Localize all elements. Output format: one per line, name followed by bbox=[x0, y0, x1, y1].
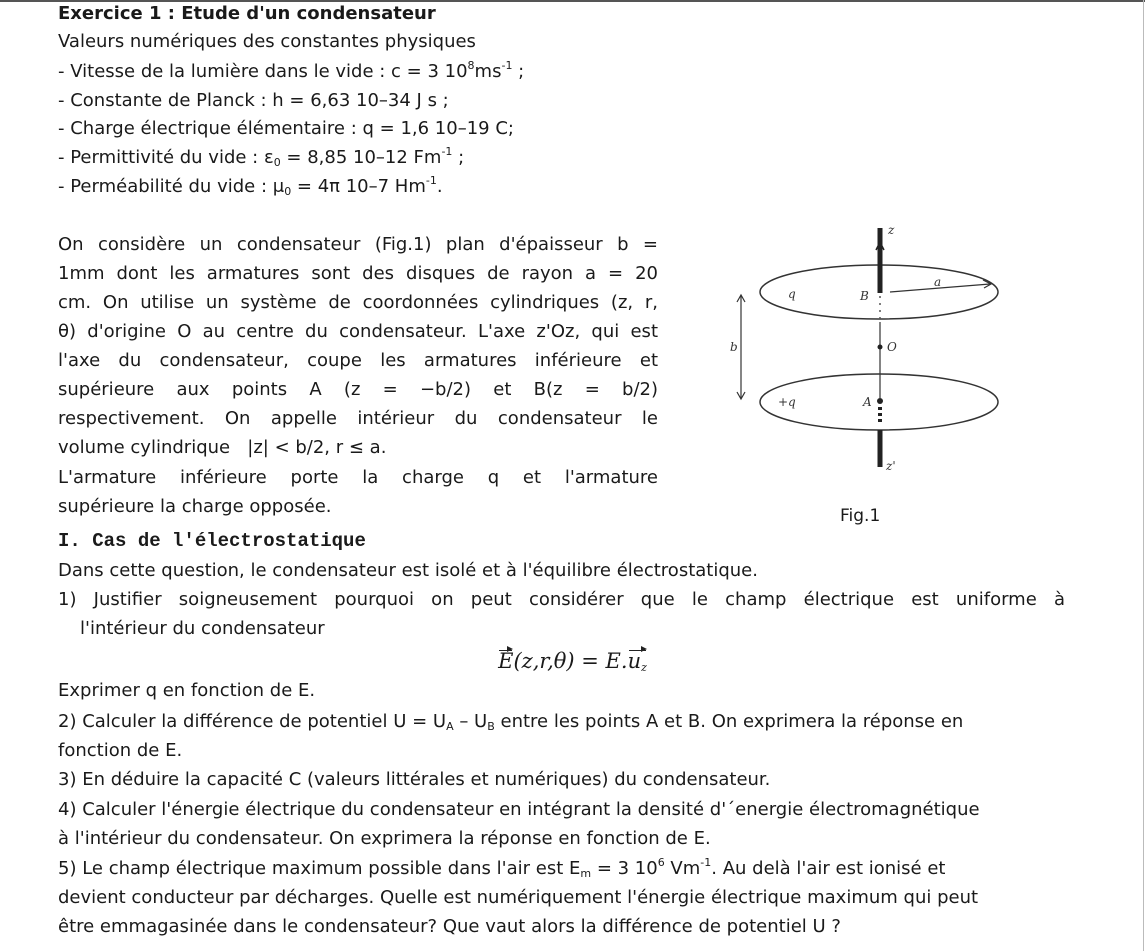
constant-line bbox=[58, 146, 464, 170]
intro-line: 1mm dont les armatures sont des disques de rayon a = 20 bbox=[58, 263, 658, 284]
label-A: A bbox=[863, 395, 872, 409]
superscript: 6 bbox=[657, 856, 665, 869]
text-segment: ms bbox=[474, 61, 502, 82]
text-segment: . bbox=[436, 176, 443, 197]
intro-line: L'armature inférieure porte la charge q et l'armature bbox=[58, 467, 658, 488]
intro-line: respectivement. On appelle intérieur du condensateur le bbox=[58, 408, 658, 429]
text-segment: 5) Le champ électrique maximum possible dans l'air est E bbox=[58, 858, 581, 879]
question-5-line bbox=[58, 886, 978, 910]
text-segment: ; bbox=[512, 61, 525, 82]
text-segment: - Permittivité du vide : ε bbox=[58, 147, 274, 168]
intro-line: supérieure aux points A (z = −b/2) et B(z = b/2) bbox=[58, 379, 658, 400]
label-B: B bbox=[860, 289, 869, 303]
electric-field-formula bbox=[0, 649, 1145, 673]
text-segment: entre les points A et B. On exprimera la réponse en bbox=[494, 711, 964, 732]
question-2-line bbox=[58, 739, 182, 763]
intro-line: volume cylindrique |z| < b/2, r ≤ a. bbox=[58, 437, 387, 458]
intro-line: supérieure la charge opposée. bbox=[58, 496, 332, 517]
capacitor-figure bbox=[700, 220, 1020, 510]
superscript: -1 bbox=[700, 856, 712, 869]
label-z-prime: z' bbox=[886, 459, 896, 473]
text-segment: = 8,85 10–12 Fm bbox=[280, 147, 442, 168]
question-4-line: 4) Calculer l'énergie électrique du condensateur en intégrant la densité d'´energie électromagnétique bbox=[58, 799, 980, 820]
subscript: A bbox=[446, 720, 454, 733]
unit-vector-u: u bbox=[627, 649, 642, 673]
text-segment: - Charge électrique élémentaire : q = 1,6 10–19 C; bbox=[58, 118, 514, 139]
label-O: O bbox=[887, 340, 897, 354]
intro-line: On considère un condensateur (Fig.1) plan d'épaisseur b = bbox=[58, 234, 658, 255]
section-intro: Dans cette question, le condensateur est isolé et à l'équilibre électrostatique. bbox=[58, 560, 758, 581]
question-4-line: à l'intérieur du condensateur. On exprimera la réponse en fonction de E. bbox=[58, 828, 711, 849]
text-segment: devient conducteur par décharges. Quelle est numériquement l'énergie électrique maximum qui peut bbox=[58, 887, 979, 908]
unit-vector-subscript: z bbox=[641, 661, 647, 674]
question-2-line bbox=[58, 710, 963, 734]
label-b: b bbox=[730, 340, 738, 354]
text-segment: 2) Calculer la différence de potentiel U = U bbox=[58, 711, 447, 732]
formula-args: (z,r,θ) = E. bbox=[513, 649, 628, 673]
text-segment: = 4π 10–7 Hm bbox=[291, 176, 426, 197]
question-3-line: 3) En déduire la capacité C (valeurs littérales et numériques) du condensateur. bbox=[58, 769, 771, 790]
label-z: z bbox=[888, 223, 895, 237]
figure-caption: Fig.1 bbox=[840, 506, 881, 526]
point-a bbox=[877, 398, 883, 404]
constants-heading: Valeurs numériques des constantes physiques bbox=[58, 31, 476, 52]
vector-e: E bbox=[498, 649, 514, 673]
superscript: -1 bbox=[441, 145, 453, 158]
intro-line: cm. On utilise un système de coordonnées cylindriques (z, r, bbox=[58, 292, 658, 313]
constant-line bbox=[58, 89, 449, 113]
label-q-bottom: +q bbox=[778, 395, 796, 409]
page-right-border bbox=[1143, 0, 1144, 951]
text-segment: . Au delà l'air est ionisé et bbox=[711, 858, 946, 879]
label-q-top: q bbox=[788, 287, 796, 301]
label-a: a bbox=[934, 275, 942, 289]
subscript: B bbox=[487, 720, 495, 733]
intro-line: θ) d'origine O au centre du condensateur. L'axe z'Oz, qui est bbox=[58, 321, 658, 342]
text-segment: - Vitesse de la lumière dans le vide : c = 3 10 bbox=[58, 61, 468, 82]
subscript: 0 bbox=[284, 185, 292, 198]
subscript: 0 bbox=[273, 156, 281, 169]
text-segment: = 3 10 bbox=[591, 858, 658, 879]
constant-line bbox=[58, 175, 443, 199]
intro-line: l'axe du condensateur, coupe les armatures inférieure et bbox=[58, 350, 658, 371]
superscript: -1 bbox=[425, 174, 437, 187]
superscript: -1 bbox=[501, 59, 513, 72]
question-1-line: 1) Justifier soigneusement pourquoi on peut considérer que le champ électrique est uniforme à bbox=[58, 589, 1065, 610]
exercise-title: Exercice 1 : Etude d'un condensateur bbox=[58, 3, 436, 24]
question-1-line: Exprimer q en fonction de E. bbox=[58, 680, 316, 701]
question-5-line bbox=[58, 857, 945, 881]
question-1-line: l'intérieur du condensateur bbox=[80, 618, 325, 639]
text-segment: être emmagasinée dans le condensateur? Que vaut alors la différence de potentiel U ? bbox=[58, 916, 841, 937]
text-segment: ; bbox=[452, 147, 465, 168]
subscript: m bbox=[580, 867, 592, 880]
constant-line bbox=[58, 60, 524, 84]
vector-u bbox=[628, 649, 647, 673]
superscript: 8 bbox=[467, 59, 475, 72]
text-segment: Vm bbox=[664, 858, 701, 879]
section-title: I. Cas de l'électrostatique bbox=[58, 530, 366, 552]
point-o bbox=[878, 345, 883, 350]
question-5-line bbox=[58, 915, 841, 939]
text-segment: - Constante de Planck : h = 6,63 10–34 J s ; bbox=[58, 90, 449, 111]
text-segment: – U bbox=[453, 711, 488, 732]
constant-line bbox=[58, 117, 514, 141]
text-segment: - Perméabilité du vide : μ bbox=[58, 176, 285, 197]
text-segment: fonction de E. bbox=[58, 740, 183, 761]
